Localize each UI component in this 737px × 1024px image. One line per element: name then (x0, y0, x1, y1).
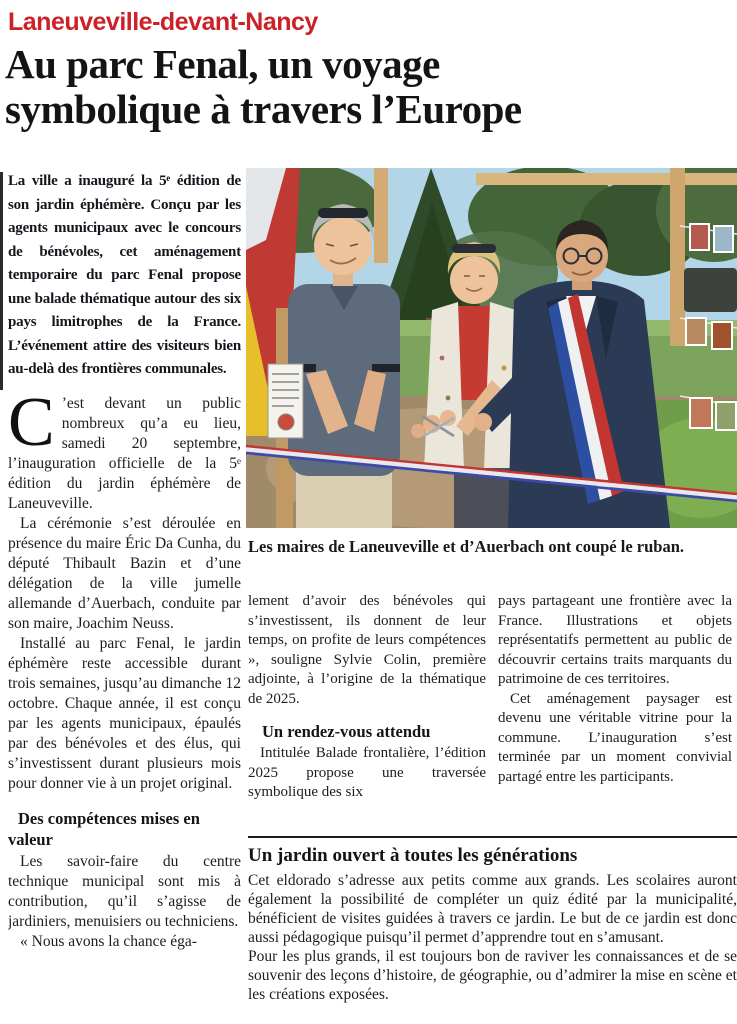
bottom-section (248, 844, 737, 1022)
column-left (8, 170, 241, 1020)
kicker: Laneuveville-devant-Nancy (8, 8, 318, 36)
column-right (498, 592, 732, 834)
lead-paragraph: La ville a inauguré la 5ᵉ édition de son jardin éphémère. Conçu par les agents municipaux avec le concours de bénévoles, cet aménagement temporaire du parc Fenal propose une balade thématique autour des six pays limitrophes de la France. L’événement attire des visiteurs bien au-delà des frontières communales. (8, 173, 241, 377)
section-heading-rendez-vous: Un rendez-vous attendu (262, 722, 431, 741)
ribbon-cutting-illustration (246, 168, 737, 528)
paragraph: Pour les plus grands, il est toujours bon de raviver les connaissances et de se souvenir des leçons d’histoire, de géographie, ou d’admirer la mise en scène et les créations exposées. (248, 948, 737, 1003)
paragraph: Cet aménagement paysager est devenu une véritable vitrine pour la commune. L’inauguration s’est terminée par un moment convivial partagé entre les participants. (498, 690, 732, 785)
section-heading-jardin-ouvert: Un jardin ouvert à toutes les générations (248, 845, 578, 866)
paragraph-fragment: Intitulée Balade frontalière, l’édition 2025 propose une traversée symbolique des six (248, 745, 486, 800)
paragraph: Les savoir-faire du centre technique municipal sont mis à contribution, qu’il s’agisse de jardiniers, menuisiers ou techniciens. (8, 852, 241, 930)
column-middle (248, 592, 486, 834)
paragraph: Installé au parc Fenal, le jardin éphémère reste accessible durant trois semaines, jusqu’au dimanche 12 octobre. Chaque année, il est conçu par les agents municipaux, épaulés par des bénévoles et des élus, qui s’investissent durant plusieurs mois pour donner vie à un projet original. (8, 634, 241, 792)
paragraph (8, 383, 241, 514)
paragraph-fragment: lement d’avoir des bénévoles qui s’investissent, ils donnent de leur temps, on profite de leurs compétences », souligne Sylvie Colin, première adjointe, à l’origine de la thématique de 2025. (248, 593, 486, 707)
paragraph-fragment: « Nous avons la chance éga- (20, 932, 197, 950)
paragraph-fragment: pays partageant une frontière avec la France. Illustrations et objets représentatifs permettent au public de découvrir certains traits marquants du patrimoine de ces territoires. (498, 593, 732, 687)
paragraph: La cérémonie s’est déroulée en présence du maire Éric Da Cunha, du député Thibault Bazin et d’une délégation de la ville jumelle allemande d’Auerbach, conduite par son maire, Joachim Neuss. (8, 514, 241, 632)
lead-left-rule (0, 172, 3, 390)
section-heading-competences: Des compétences mises en valeur (8, 808, 200, 849)
article-photo (246, 168, 737, 528)
headline: Au parc Fenal, un voyage symbolique à travers l’Europe (5, 41, 522, 132)
section-divider (248, 836, 737, 838)
photo-caption: Les maires de Laneuveville et d’Auerbach ont coupé le ruban. (248, 537, 685, 556)
drop-cap: C (8, 383, 55, 461)
paragraph-text: ’est devant un public nombreux qu’a eu lieu, samedi 20 septembre, l’inauguration officielle de la 5ᵉ édition du jardin éphémère de Laneuveville. (8, 394, 241, 512)
paragraph: Cet eldorado s’adresse aux petits comme aux grands. Les scolaires auront également la possibilité de compléter un quiz édité par la municipalité, bénéficient de visites guidées à travers ce jardin. Le but de ce jardin est donc aussi pédagogique puisqu’il permet d’apprendre tout en s’amusant. (248, 872, 737, 946)
